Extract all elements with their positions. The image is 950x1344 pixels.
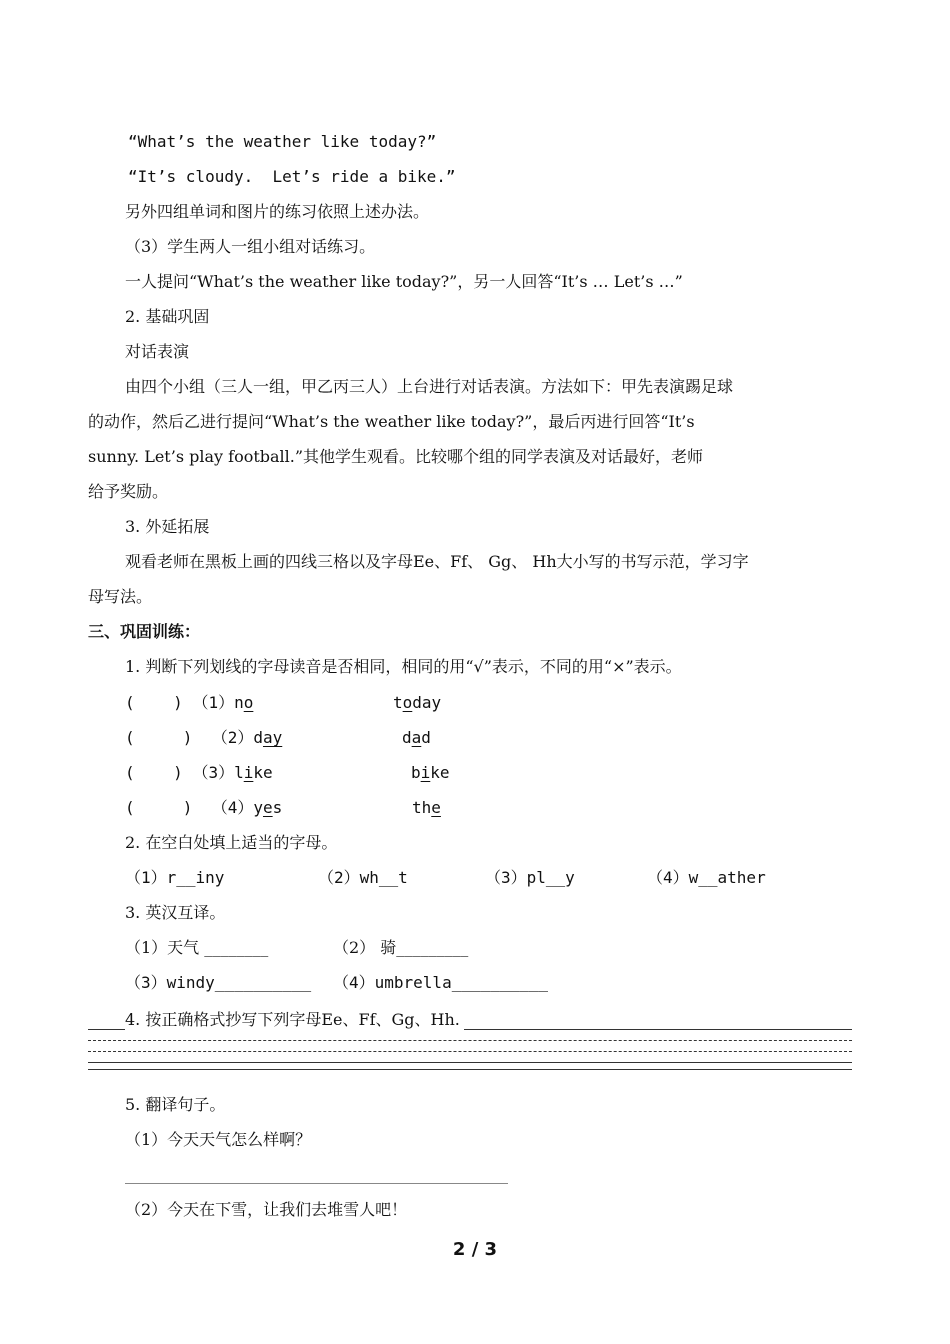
paragraph: 对话表演 [125,342,190,361]
question-item: （4）w__ather [647,868,766,887]
paragraph: 一人提问“What’s the weather like today?”，另一人回答“It’s … Let’s …” [125,272,683,291]
dialogue-question: “What’s the weather like today?” [128,132,437,151]
writing-line [88,1040,852,1041]
question-item-compare: bike [411,763,450,782]
question-item: ( ) （2）day [125,728,283,747]
question-title: 2. 在空白处填上适当的字母。 [125,833,338,852]
question-item: ( ) （1）no [125,693,254,712]
writing-line [88,1069,852,1070]
section-heading: 3. 外延拓展 [125,517,210,536]
question-item: （1）今天天气怎么样啊？ [125,1130,312,1149]
question-item-compare: dad [402,728,431,747]
question-item: （1）r__iny [125,868,225,887]
part-heading: 三、巩固训练： [88,622,201,641]
question-title: 1. 判断下列划线的字母读音是否相同，相同的用“√”表示，不同的用“×”表示。 [125,657,682,676]
question-item: （4）umbrella__________ [333,973,549,992]
question-item-compare: today [393,693,442,712]
paragraph: 母写法。 [88,587,153,606]
paragraph: （3）学生两人一组小组对话练习。 [125,237,376,256]
paragraph: 观看老师在黑板上画的四线三格以及字母Ee、Ff、 Gg、 Hh大小写的书写示范，学习字 [125,552,749,571]
writing-line [88,1062,852,1063]
question-item: （2） 骑_________ [333,938,469,957]
paragraph: 给予奖励。 [88,482,169,501]
paragraph: 另外四组单词和图片的练习依照上述办法。 [125,202,430,221]
question-item: （1）天气 ________ [125,938,269,957]
page-number: 2 / 3 [452,1239,498,1260]
question-title: 3. 英汉互译。 [125,903,226,922]
question-title: 4. 按正确格式抄写下列字母Ee、Ff、Gg、Hh. [125,1009,464,1031]
paragraph: 由四个小组（三人一组，甲乙丙三人）上台进行对话表演。方法如下：甲先表演踢足球 [125,377,734,396]
question-item: （3）pl__y [485,868,575,887]
question-item: （2）今天在下雪，让我们去堆雪人吧！ [125,1200,408,1219]
question-item-compare: the [412,798,441,817]
question-title: 5. 翻译句子。 [125,1095,226,1114]
paragraph: 的动作，然后乙进行提问“What’s the weather like today?”，最后丙进行回答“It’s [88,412,695,431]
answer-line [125,1183,508,1184]
dialogue-answer: “It’s cloudy. Let’s ride a bike.” [128,167,456,186]
section-heading: 2. 基础巩固 [125,307,210,326]
paragraph: sunny. Let’s play football.”其他学生观看。比较哪个组的同学表演及对话最好，老师 [88,447,704,466]
question-item: ( ) （3）like [125,763,273,782]
question-item: （3）windy__________ [125,973,312,992]
question-item: ( ) （4）yes [125,798,283,817]
question-item: （2）wh__t [318,868,408,887]
writing-line [88,1051,852,1052]
